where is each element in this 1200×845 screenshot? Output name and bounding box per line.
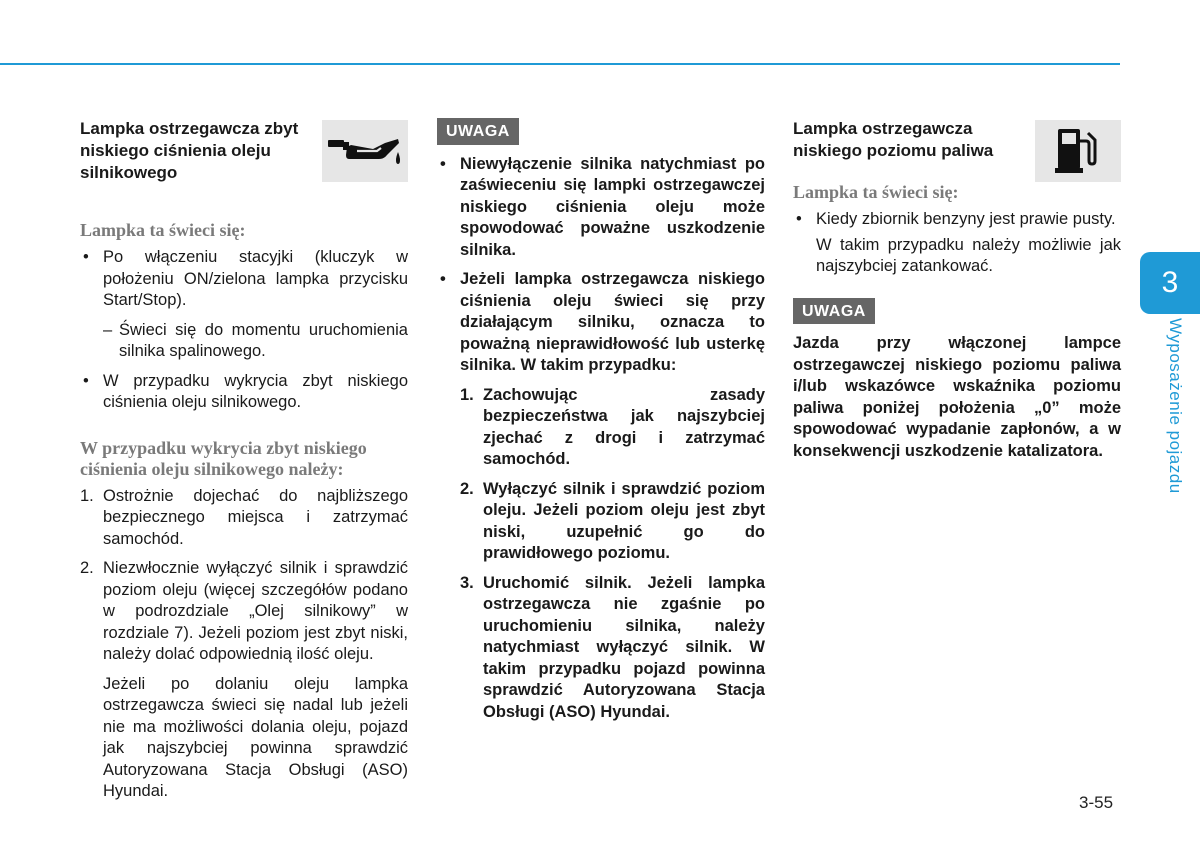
step-continuation: Jeżeli po dolaniu oleju lampka ostrzegawcza świeci się nadal lub jeżeli nie ma możliwości dolania oleju, pojazd jak najszybciej powinna sprawdzić Autoryzowana Stacja Obsługi (ASO) Hyundai. [103, 674, 408, 800]
chapter-tab: 3 [1140, 252, 1200, 314]
fuel-pump-icon [1035, 120, 1121, 182]
when-lit-list-2 [80, 371, 408, 414]
fuel-lamp-header [793, 118, 1121, 182]
when-lit-list [80, 247, 408, 312]
warning-label: UWAGA [793, 298, 875, 325]
list-item: • W przypadku wykrycia zbyt niskiego ciśnienia oleju silnikowego. [80, 371, 408, 414]
list-item: • Niewyłączenie silnika natychmiast po zaświeceniu się lampki ostrzegawczej niskiego ciśnienia oleju może spowodować poważne uszkodzenie silnika. [437, 154, 765, 262]
step-item [80, 558, 408, 666]
sub-item-text: Świeci się do momentu uruchomienia silnika spalinowego. [119, 320, 408, 360]
step-item [460, 479, 765, 565]
oil-can-icon [322, 120, 408, 182]
step-number: 2. [460, 479, 474, 498]
column-oil-pressure [80, 118, 408, 811]
oil-lamp-title: Lampka ostrzegawcza zbyt niskiego ciśnienia oleju silnikowego [80, 119, 299, 182]
warning-list [437, 154, 765, 377]
warning-steps [437, 385, 765, 724]
step-text: Wyłączyć silnik i sprawdzić poziom oleju. Jeżeli poziom oleju jest zbyt niski, uzupełnić go do prawidłowego poziomu. [483, 479, 765, 562]
step-text: Ostrożnie dojechać do najbliższego bezpiecznego miejsca i zatrzymać samochód. [103, 486, 408, 548]
step-number: 1. [80, 486, 94, 505]
dash-marker: – [103, 320, 113, 339]
list-item-continuation: W takim przypadku należy możliwie jak najszybciej zatankować. [816, 235, 1121, 275]
step-item [80, 486, 408, 551]
step-item [460, 385, 765, 471]
column-oil-warning [437, 118, 765, 731]
list-item: • Kiedy zbiornik benzyny jest prawie pusty. [793, 209, 1121, 231]
step-text: Zachowując zasady bezpieczeństwa jak najszybciej zjechać z drogi i zatrzymać samochód. [483, 385, 765, 468]
step-number: 3. [460, 573, 474, 592]
step-number: 1. [460, 385, 474, 404]
action-steps [80, 486, 408, 666]
step-item [460, 573, 765, 724]
oil-lamp-header [80, 118, 408, 184]
when-lit-heading: Lampka ta świeci się: [793, 182, 959, 202]
header-rule [0, 63, 1120, 65]
list-item: • Po włączeniu stacyjki (kluczyk w położeniu ON/zielona lampka przycisku Start/Stop). [80, 247, 408, 312]
step-text: Niezwłocznie wyłączyć silnik i sprawdzić poziom oleju (więcej szczegółów podano w podrozdziale „Olej silnikowy” w rozdziale 7). Jeżeli poziom jest zbyt niski, należy dolać odpowiednią ilość oleju. [103, 559, 408, 663]
fuel-lamp-title: Lampka ostrzegawcza niskiego poziomu paliwa [793, 119, 994, 160]
action-heading: W przypadku wykrycia zbyt niskiego ciśnienia oleju silnikowego należy: [80, 437, 367, 479]
sub-item [80, 320, 408, 363]
column-fuel-level [793, 118, 1121, 462]
page-number: 3-55 [1079, 793, 1114, 812]
when-lit-heading: Lampka ta świeci się: [80, 220, 246, 240]
list-item: • Jeżeli lampka ostrzegawcza niskiego ciśnienia oleju świeci się przy działającym silniku, oznacza to poważną nieprawidłowość lub usterkę silnika. W takim przypadku: [437, 269, 765, 377]
warning-label: UWAGA [437, 118, 519, 145]
chapter-title: Wyposażenie pojazdu [1166, 318, 1185, 494]
step-text: Uruchomić silnik. Jeżeli lampka ostrzegawcza nie zgaśnie po uruchomieniu silnika, należy natychmiast wyłączyć silnik. W takim przypadku pojazd powinna sprawdzić Autoryzowana Stacja Obsługi (ASO) Hyundai. [483, 573, 765, 721]
when-lit-list [793, 209, 1121, 231]
step-number: 2. [80, 559, 94, 577]
warning-text: Jazda przy włączonej lampce ostrzegawczej niskiego poziomu paliwa i/lub wskazówce wskaźnika poziomu paliwa poniżej położenia „0” może spowodować wypadanie zapłonów, a w konsekwencji uszkodzenie katalizatora. [793, 334, 1121, 460]
